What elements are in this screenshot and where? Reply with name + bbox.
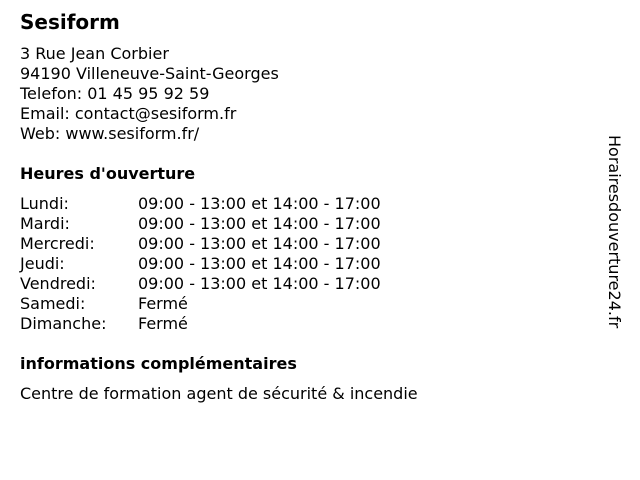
hours-value: 09:00 - 13:00 et 14:00 - 17:00 — [138, 274, 381, 293]
hours-row-tuesday — [20, 214, 381, 234]
day-label: Samedi: — [20, 294, 86, 313]
additional-info-text: Centre de formation agent de sécurité & incendie — [20, 384, 418, 403]
hours-value: 09:00 - 13:00 et 14:00 - 17:00 — [138, 194, 381, 213]
opening-hours-heading: Heures d'ouverture — [20, 164, 196, 183]
hours-value: 09:00 - 13:00 et 14:00 - 17:00 — [138, 214, 381, 233]
phone-line: Telefon: 01 45 95 92 59 — [20, 84, 210, 103]
opening-hours-table — [20, 194, 381, 334]
hours-row-saturday — [20, 294, 381, 314]
day-label: Lundi: — [20, 194, 69, 213]
hours-row-friday — [20, 274, 381, 294]
contact-block — [20, 44, 279, 144]
address-street: 3 Rue Jean Corbier — [20, 44, 169, 63]
hours-value: Fermé — [138, 294, 188, 313]
address-city: 94190 Villeneuve-Saint-Georges — [20, 64, 279, 83]
email-line: Email: contact@sesiform.fr — [20, 104, 237, 123]
site-watermark: Horairesdouverture24.fr — [605, 135, 624, 329]
day-label: Mercredi: — [20, 234, 95, 253]
website-line: Web: www.sesiform.fr/ — [20, 124, 200, 143]
day-label: Mardi: — [20, 214, 70, 233]
hours-value: 09:00 - 13:00 et 14:00 - 17:00 — [138, 234, 381, 253]
business-name: Sesiform — [20, 10, 120, 34]
day-label: Vendredi: — [20, 274, 96, 293]
hours-value: Fermé — [138, 314, 188, 333]
hours-row-wednesday — [20, 234, 381, 254]
hours-row-thursday — [20, 254, 381, 274]
additional-info-heading: informations complémentaires — [20, 354, 297, 373]
day-label: Jeudi: — [20, 254, 65, 273]
hours-row-sunday — [20, 314, 381, 334]
hours-row-monday — [20, 194, 381, 214]
hours-value: 09:00 - 13:00 et 14:00 - 17:00 — [138, 254, 381, 273]
day-label: Dimanche: — [20, 314, 107, 333]
